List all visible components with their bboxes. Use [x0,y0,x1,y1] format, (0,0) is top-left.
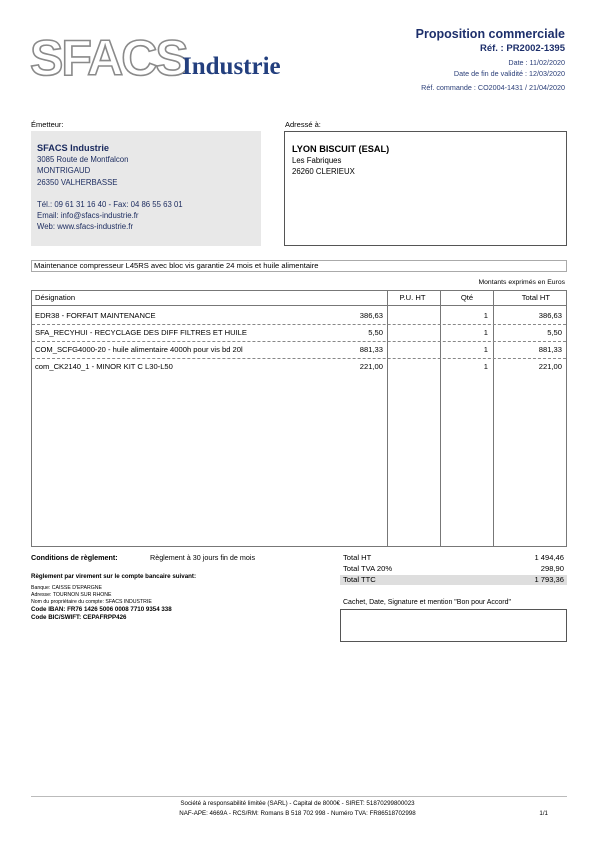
bank-transfer-header: Règlement par virement sur le compte bancaire suivant: [31,573,197,580]
emitter-name: SFACS Industrie [37,143,109,153]
total-ht-label: Total HT [343,553,372,562]
header-total: Total HT [521,293,550,302]
header-designation: Désignation [35,293,76,302]
total-tva-value: 298,90 [540,564,564,573]
header-quantity: Qté [460,293,474,302]
table-row [32,324,566,342]
document-date: Date : 11/02/2020 [508,58,565,67]
row-designation: SFA_RECYHUI - RECYCLAGE DES DIFF FILTRES ET HUILE [35,328,247,337]
row-designation: com_CK2140_1 - MINOR KIT C L30-L50 [35,362,173,371]
total-ht-row [340,553,567,563]
row-quantity: 1 [483,328,488,337]
row-unit-price: 221,00 [359,362,383,371]
table-row [32,358,566,375]
row-total: 386,63 [538,311,562,320]
footer-legal-line: NAF-APE: 4669A - RCS/RM: Romans B 518 702 998 - Numéro TVA: FR86518702998 [179,810,416,817]
row-designation: COM_SCFG4000-20 - huile alimentaire 4000h pour vis bd 20l [35,345,243,354]
recipient-address-line: Les Fabriques [292,156,342,166]
signature-box[interactable] [340,609,567,642]
row-unit-price: 881,33 [359,345,383,354]
payment-conditions-value: Règlement à 30 jours fin de mois [150,553,256,562]
footer-divider [31,796,567,797]
items-table [31,290,567,547]
table-row [32,341,566,359]
recipient-label: Adressé à: [285,120,321,129]
iban-code: Code IBAN: FR76 1426 5006 0008 7710 9354 338 [31,606,172,613]
logo-subtitle: Industrie [182,53,281,80]
emitter-phone: Tél.: 09 61 31 16 40 - Fax: 04 86 55 63 01 [37,199,183,209]
recipient-address-line: 26260 CLERIEUX [292,167,355,177]
document-title: Proposition commerciale [415,27,565,41]
row-total: 5,50 [547,328,562,337]
total-ttc-row [340,575,567,585]
bank-name: Banque: CAISSE D'EPARGNE [31,585,102,591]
emitter-box [31,131,261,246]
page-number: 1/1 [539,810,548,817]
emitter-web: Web: www.sfacs-industrie.fr [37,222,134,232]
total-ttc-label: Total TTC [343,575,376,584]
bic-code: Code BIC/SWIFT: CEPAFRPP426 [31,614,127,621]
row-quantity: 1 [483,345,488,354]
total-tva-row [340,564,567,574]
currency-note: Montants exprimés en Euros [478,279,565,286]
row-total: 881,33 [538,345,562,354]
row-quantity: 1 [483,362,488,371]
order-reference: Réf. commande : CO2004-1431 / 21/04/2020 [421,83,565,92]
footer-legal-line: Société à responsabilité limitée (SARL) - Capital de 8000€ - SIRET: 51870299800023 [180,800,415,807]
emitter-address-line: MONTRIGAUD [37,166,91,176]
emitter-label: Émetteur: [31,120,64,129]
bank-address: Adresse: TOURNON SUR RHONE [31,592,112,598]
table-header [32,291,566,306]
emitter-address-line: 26350 VALHERBASSE [37,177,118,187]
validity-date: Date de fin de validité : 12/03/2020 [453,69,565,78]
account-owner: Nom du propriétaire du compte: SFACS INDUSTRIE [31,599,152,605]
recipient-name: LYON BISCUIT (ESAL) [292,144,390,154]
recipient-box [284,131,567,246]
proposal-subject: Maintenance compresseur L45RS avec bloc vis garantie 24 mois et huile alimentaire [31,260,567,272]
row-total: 221,00 [538,362,562,371]
emitter-email: Email: info@sfacs-industrie.fr [37,211,139,221]
total-tva-label: Total TVA 20% [343,564,393,573]
table-row [32,307,566,325]
emitter-address-line: 3085 Route de Montfalcon [37,155,129,165]
row-unit-price: 386,63 [359,311,383,320]
row-unit-price: 5,50 [368,328,383,337]
row-designation: EDR38 - FORFAIT MAINTENANCE [35,311,156,320]
document-reference: Réf. : PR2002-1395 [479,43,565,54]
signature-label: Cachet, Date, Signature et mention "Bon pour Accord" [343,599,512,606]
row-quantity: 1 [483,311,488,320]
total-ttc-value: 1 793,36 [534,575,564,584]
payment-conditions-label: Conditions de règlement: [31,553,118,562]
total-ht-value: 1 494,46 [534,553,564,562]
company-logo [30,30,315,92]
header-unit-price: P.U. HT [399,293,426,302]
logo-brand: SFACS [30,30,187,86]
